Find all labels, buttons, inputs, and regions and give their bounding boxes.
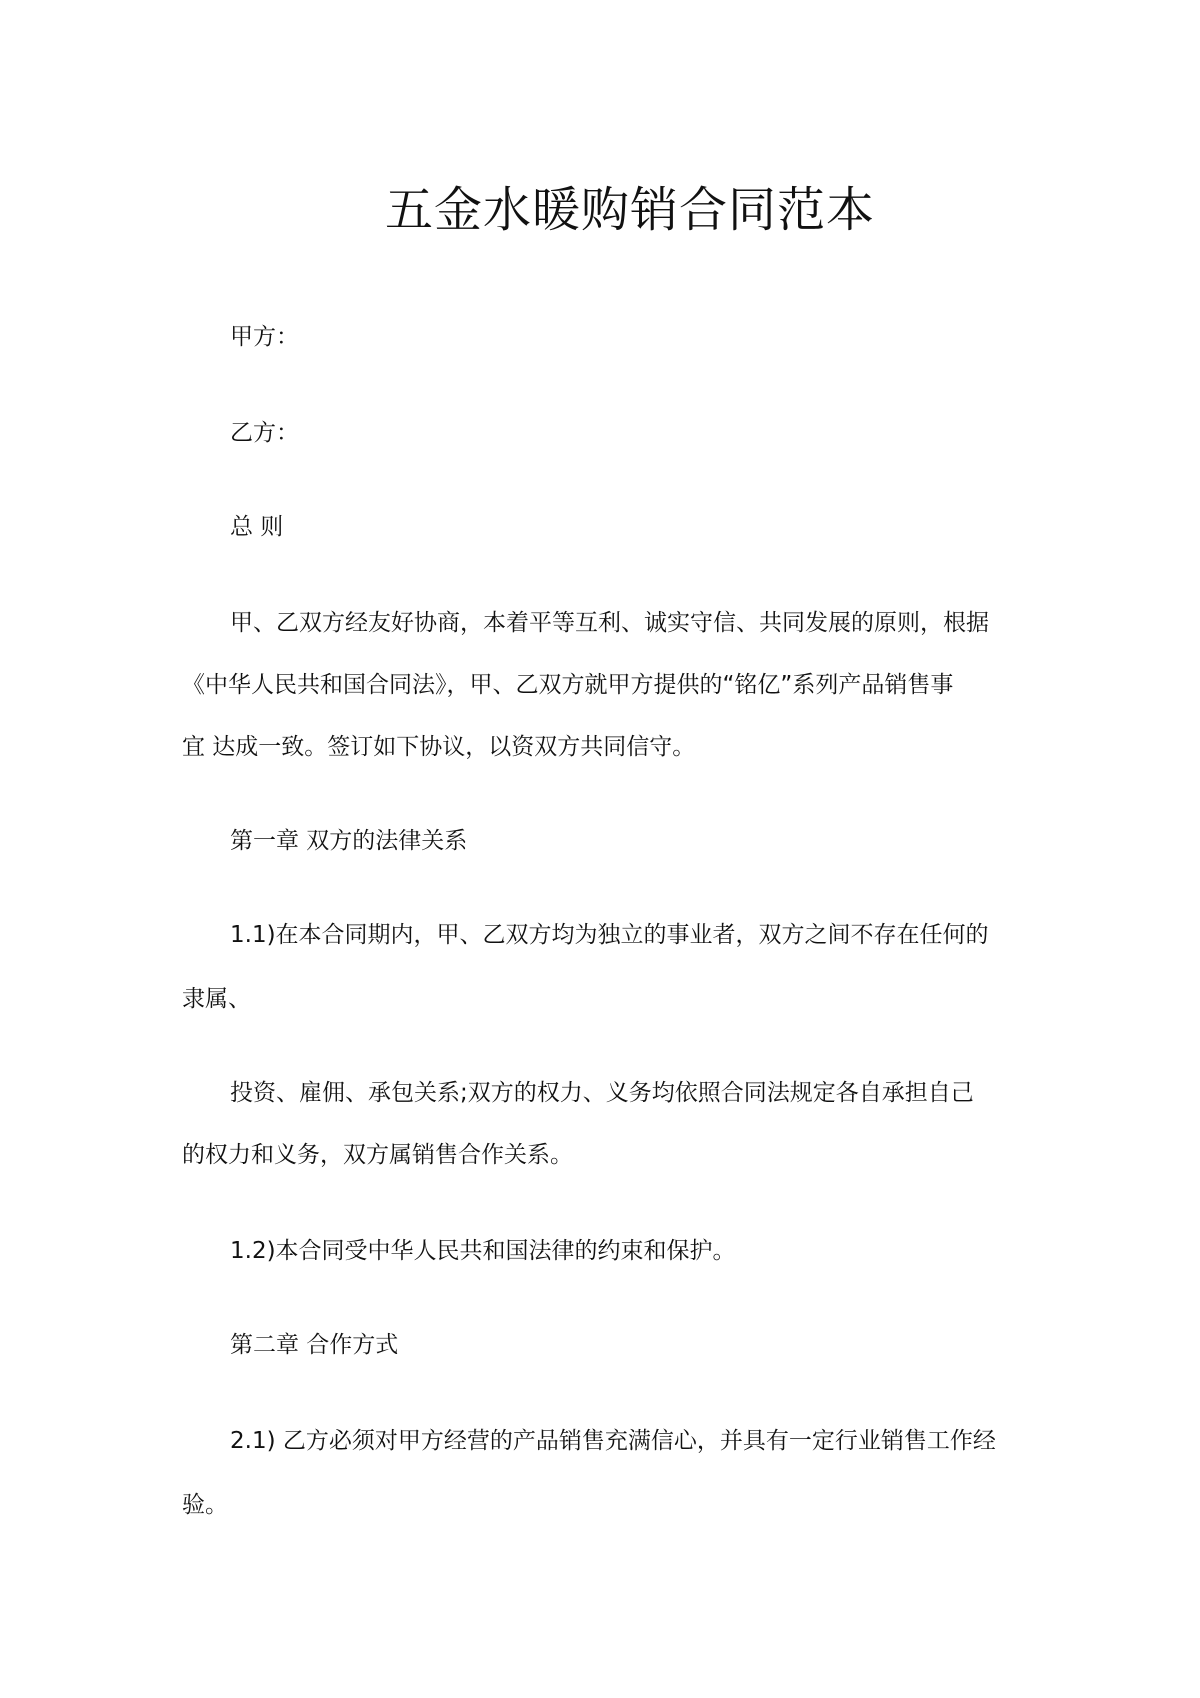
document-title: 五金水暖购销合同范本 <box>384 182 875 238</box>
general-para-line-2: 《中华人民共和国合同法》，甲、乙双方就甲方提供的“铭亿”系列产品销售事 <box>182 672 954 698</box>
chapter-2-heading: 第二章 合作方式 <box>230 1332 399 1358</box>
clause-1-1-line-1: 1.1)在本合同期内，甲、乙双方均为独立的事业者，双方之间不存在任何的 <box>230 922 989 948</box>
clause-1-2: 1.2)本合同受中华人民共和国法律的约束和保护。 <box>230 1238 736 1264</box>
party-b-label: 乙方： <box>230 420 299 446</box>
clause-1-1-cont-line-2: 的权力和义务，双方属销售合作关系。 <box>182 1142 573 1168</box>
clause-2-1-line-2: 验。 <box>182 1492 228 1518</box>
general-para-line-1: 甲、乙双方经友好协商，本着平等互利、诚实守信、共同发展的原则，根据 <box>230 610 989 636</box>
chapter-1-heading: 第一章 双方的法律关系 <box>230 828 468 854</box>
clause-1-1-line-2: 隶属、 <box>182 986 251 1012</box>
clause-2-1-line-1: 2.1) 乙方必须对甲方经营的产品销售充满信心，并具有一定行业销售工作经 <box>230 1428 996 1454</box>
party-a-label: 甲方： <box>230 324 299 350</box>
general-heading: 总 则 <box>230 514 284 540</box>
clause-1-1-cont-line-1: 投资、雇佣、承包关系;双方的权力、义务均依照合同法规定各自承担自己 <box>230 1080 974 1106</box>
general-para-line-3: 宜 达成一致。签订如下协议，以资双方共同信守。 <box>182 734 696 760</box>
